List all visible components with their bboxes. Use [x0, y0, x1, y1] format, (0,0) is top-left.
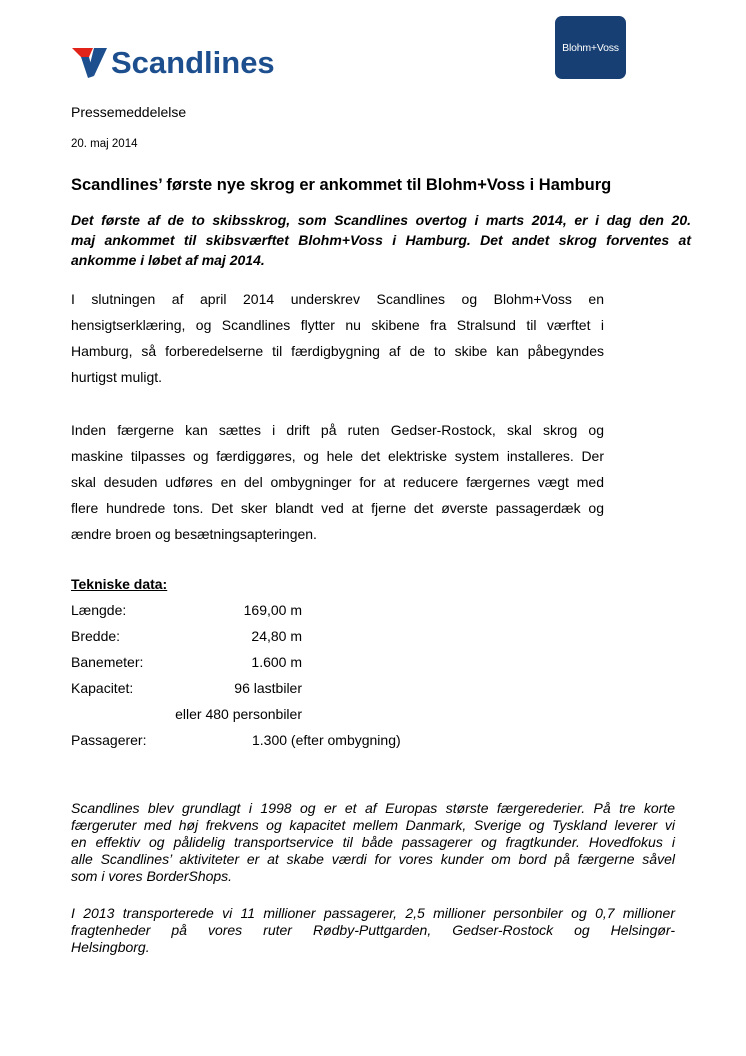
tech-label: Passagerer:	[71, 732, 147, 748]
tech-label: Bredde:	[71, 628, 121, 644]
about-line: færgeruter med høj frekvens og kapacitet mellem Danmark, Sverige og Tyskland leverer vi	[71, 817, 675, 833]
about-paragraph-1	[71, 800, 675, 885]
about-line: Scandlines blev grundlagt i 1998 og er et af Europas største færgerederier. På tre korte	[71, 800, 675, 816]
scandlines-logo	[72, 46, 275, 80]
tech-data-heading: Tekniske data:	[71, 576, 168, 592]
about-line: alle Scandlines’ aktiviteter er at skabe værdi for vores kunder om bord på færgerne såvel	[71, 851, 675, 867]
lead-line: maj ankommet til skibsværftet Blohm+Voss i Hamburg. Det andet skrog forventes at	[71, 232, 691, 248]
document-date: 20. maj 2014	[71, 138, 138, 150]
body-line: Inden færgerne kan sættes i drift på ruten Gedser-Rostock, skal skrog og	[71, 422, 604, 438]
blohm-voss-logo	[555, 16, 626, 79]
body-line: hurtigst muligt.	[71, 369, 163, 385]
scandlines-chevron-icon	[72, 46, 108, 80]
lead-line: ankomme i løbet af maj 2014.	[71, 252, 265, 268]
tech-value: 1.300 (efter ombygning)	[252, 732, 401, 748]
about-line: som i vores BorderShops.	[71, 868, 233, 884]
about-line: Helsingborg.	[71, 939, 150, 955]
scandlines-wordmark: Scandlines	[111, 45, 275, 80]
body-line: Hamburg, så forberedelserne til færdigbygning af de to skibe kan påbegyndes	[71, 343, 604, 359]
tech-value: 1.600 m	[251, 654, 302, 670]
body-line: I slutningen af april 2014 underskrev Scandlines og Blohm+Voss en	[71, 291, 604, 307]
lead-line: Det første af de to skibsskrog, som Scandlines overtog i marts 2014, er i dag den 20.	[71, 212, 691, 228]
body-line: skal desuden udføres en del ombygninger for at reducere færgernes vægt med	[71, 474, 604, 490]
blohm-voss-logo-text: Blohm+Voss	[562, 41, 619, 54]
about-line: en effektiv og pålidelig transportservice til både passagerer og fragtkunder. Hovedfokus i	[71, 834, 675, 850]
tech-row-capacity-alt	[71, 701, 471, 727]
tech-label: Kapacitet:	[71, 680, 134, 696]
tech-row-passengers	[71, 727, 471, 753]
body-paragraph-1	[71, 286, 604, 390]
tech-value: 24,80 m	[251, 628, 302, 644]
tech-row-lane-meters	[71, 649, 471, 675]
body-paragraph-2	[71, 417, 604, 547]
body-line: flere hundrede tons. Det sker blandt ved at fjerne det øverste passagerdæk og	[71, 500, 604, 516]
tech-label: Banemeter:	[71, 654, 144, 670]
body-line: ændre broen og besætningsapteringen.	[71, 526, 317, 542]
body-line: maskine tilpasses og færdiggøres, og hele det elektriske system installeres. Der	[71, 448, 604, 464]
about-line: fragtenheder på vores ruter Rødby-Puttgarden, Gedser-Rostock og Helsingør-	[71, 922, 675, 938]
tech-value: 169,00 m	[243, 602, 302, 618]
tech-row-capacity	[71, 675, 471, 701]
tech-row-width	[71, 623, 471, 649]
tech-label: Længde:	[71, 602, 127, 618]
headline: Scandlines’ første nye skrog er ankommet til Blohm+Voss i Hamburg	[71, 176, 612, 194]
about-line: I 2013 transporterede vi 11 millioner passagerer, 2,5 millioner personbiler og 0,7 millioner	[71, 905, 675, 921]
lead-paragraph	[71, 210, 691, 270]
tech-value: 96 lastbiler	[234, 680, 302, 696]
about-paragraph-2	[71, 905, 675, 956]
body-line: hensigtserklæring, og Scandlines flytter nu skibene fra Stralsund til værftet i	[71, 317, 604, 333]
document-kind: Pressemeddelelse	[71, 104, 187, 120]
tech-value: eller 480 personbiler	[175, 706, 302, 722]
tech-row-length	[71, 597, 471, 623]
